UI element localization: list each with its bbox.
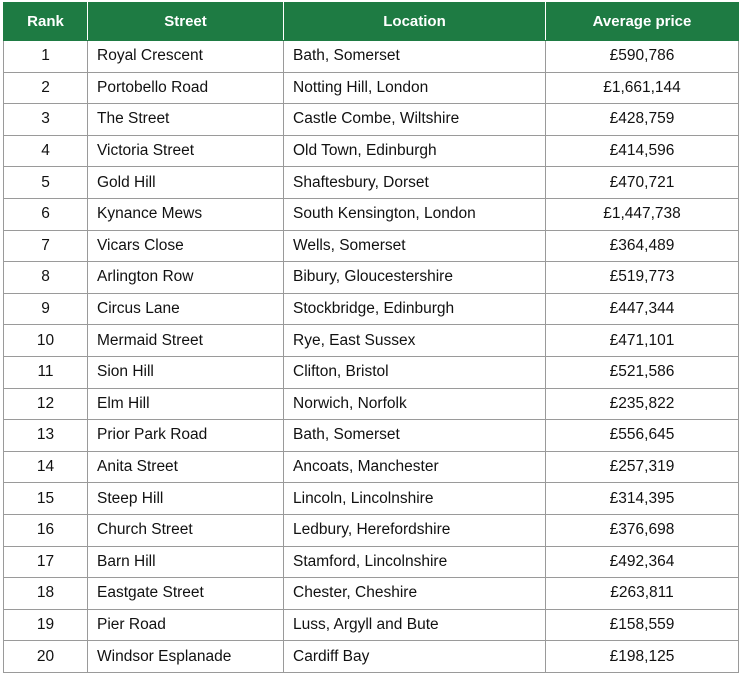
cell-rank: 5 xyxy=(4,167,88,199)
table-row xyxy=(4,578,739,610)
table-row xyxy=(4,104,739,136)
table-row xyxy=(4,262,739,294)
cell-location: Clifton, Bristol xyxy=(284,356,546,388)
cell-street: Royal Crescent xyxy=(88,41,284,73)
table-row xyxy=(4,72,739,104)
cell-street: Elm Hill xyxy=(88,388,284,420)
cell-location: Stamford, Lincolnshire xyxy=(284,546,546,578)
cell-location: Bath, Somerset xyxy=(284,420,546,452)
cell-rank: 2 xyxy=(4,72,88,104)
cell-street: Anita Street xyxy=(88,451,284,483)
cell-average-price: £1,447,738 xyxy=(546,198,739,230)
cell-location: Cardiff Bay xyxy=(284,641,546,673)
cell-street: Sion Hill xyxy=(88,356,284,388)
table-header xyxy=(4,3,739,41)
cell-average-price: £257,319 xyxy=(546,451,739,483)
cell-rank: 14 xyxy=(4,451,88,483)
table-row xyxy=(4,230,739,262)
cell-street: Mermaid Street xyxy=(88,325,284,357)
cell-average-price: £428,759 xyxy=(546,104,739,136)
street-price-table xyxy=(3,2,739,673)
cell-location: Notting Hill, London xyxy=(284,72,546,104)
cell-location: Castle Combe, Wiltshire xyxy=(284,104,546,136)
cell-street: Portobello Road xyxy=(88,72,284,104)
header-location: Location xyxy=(284,3,546,41)
cell-average-price: £198,125 xyxy=(546,641,739,673)
cell-average-price: £1,661,144 xyxy=(546,72,739,104)
cell-rank: 20 xyxy=(4,641,88,673)
cell-average-price: £519,773 xyxy=(546,262,739,294)
cell-location: Rye, East Sussex xyxy=(284,325,546,357)
table-row xyxy=(4,641,739,673)
cell-average-price: £470,721 xyxy=(546,167,739,199)
cell-street: Victoria Street xyxy=(88,135,284,167)
cell-location: Bath, Somerset xyxy=(284,41,546,73)
cell-location: Lincoln, Lincolnshire xyxy=(284,483,546,515)
cell-rank: 10 xyxy=(4,325,88,357)
table-row xyxy=(4,293,739,325)
cell-street: Kynance Mews xyxy=(88,198,284,230)
table-row xyxy=(4,135,739,167)
cell-street: The Street xyxy=(88,104,284,136)
cell-rank: 16 xyxy=(4,514,88,546)
table-row xyxy=(4,609,739,641)
cell-location: Ledbury, Herefordshire xyxy=(284,514,546,546)
cell-rank: 9 xyxy=(4,293,88,325)
cell-location: Old Town, Edinburgh xyxy=(284,135,546,167)
table-row xyxy=(4,420,739,452)
cell-location: Bibury, Gloucestershire xyxy=(284,262,546,294)
header-rank: Rank xyxy=(4,3,88,41)
header-street: Street xyxy=(88,3,284,41)
cell-rank: 12 xyxy=(4,388,88,420)
cell-street: Church Street xyxy=(88,514,284,546)
cell-average-price: £364,489 xyxy=(546,230,739,262)
cell-average-price: £471,101 xyxy=(546,325,739,357)
cell-street: Circus Lane xyxy=(88,293,284,325)
cell-rank: 13 xyxy=(4,420,88,452)
cell-rank: 18 xyxy=(4,578,88,610)
cell-average-price: £414,596 xyxy=(546,135,739,167)
table-row xyxy=(4,198,739,230)
header-average-price: Average price xyxy=(546,3,739,41)
cell-average-price: £376,698 xyxy=(546,514,739,546)
cell-rank: 4 xyxy=(4,135,88,167)
cell-average-price: £235,822 xyxy=(546,388,739,420)
street-price-table-container xyxy=(3,2,738,673)
cell-rank: 1 xyxy=(4,41,88,73)
cell-average-price: £521,586 xyxy=(546,356,739,388)
table-row xyxy=(4,514,739,546)
cell-location: Norwich, Norfolk xyxy=(284,388,546,420)
table-row xyxy=(4,356,739,388)
cell-street: Prior Park Road xyxy=(88,420,284,452)
table-body xyxy=(4,41,739,673)
cell-street: Eastgate Street xyxy=(88,578,284,610)
table-row xyxy=(4,167,739,199)
cell-rank: 8 xyxy=(4,262,88,294)
cell-rank: 11 xyxy=(4,356,88,388)
cell-average-price: £590,786 xyxy=(546,41,739,73)
cell-street: Vicars Close xyxy=(88,230,284,262)
table-row xyxy=(4,388,739,420)
cell-average-price: £263,811 xyxy=(546,578,739,610)
cell-street: Barn Hill xyxy=(88,546,284,578)
cell-location: Wells, Somerset xyxy=(284,230,546,262)
cell-location: South Kensington, London xyxy=(284,198,546,230)
cell-street: Windsor Esplanade xyxy=(88,641,284,673)
cell-average-price: £447,344 xyxy=(546,293,739,325)
cell-street: Arlington Row xyxy=(88,262,284,294)
cell-street: Gold Hill xyxy=(88,167,284,199)
table-row xyxy=(4,483,739,515)
cell-location: Shaftesbury, Dorset xyxy=(284,167,546,199)
cell-rank: 6 xyxy=(4,198,88,230)
cell-rank: 7 xyxy=(4,230,88,262)
table-row xyxy=(4,325,739,357)
header-row xyxy=(4,3,739,41)
cell-rank: 3 xyxy=(4,104,88,136)
cell-rank: 19 xyxy=(4,609,88,641)
cell-rank: 15 xyxy=(4,483,88,515)
cell-location: Chester, Cheshire xyxy=(284,578,546,610)
cell-street: Pier Road xyxy=(88,609,284,641)
cell-location: Stockbridge, Edinburgh xyxy=(284,293,546,325)
table-row xyxy=(4,546,739,578)
cell-street: Steep Hill xyxy=(88,483,284,515)
cell-average-price: £492,364 xyxy=(546,546,739,578)
table-row xyxy=(4,451,739,483)
cell-location: Ancoats, Manchester xyxy=(284,451,546,483)
cell-average-price: £314,395 xyxy=(546,483,739,515)
cell-average-price: £556,645 xyxy=(546,420,739,452)
cell-rank: 17 xyxy=(4,546,88,578)
cell-location: Luss, Argyll and Bute xyxy=(284,609,546,641)
table-row xyxy=(4,41,739,73)
cell-average-price: £158,559 xyxy=(546,609,739,641)
